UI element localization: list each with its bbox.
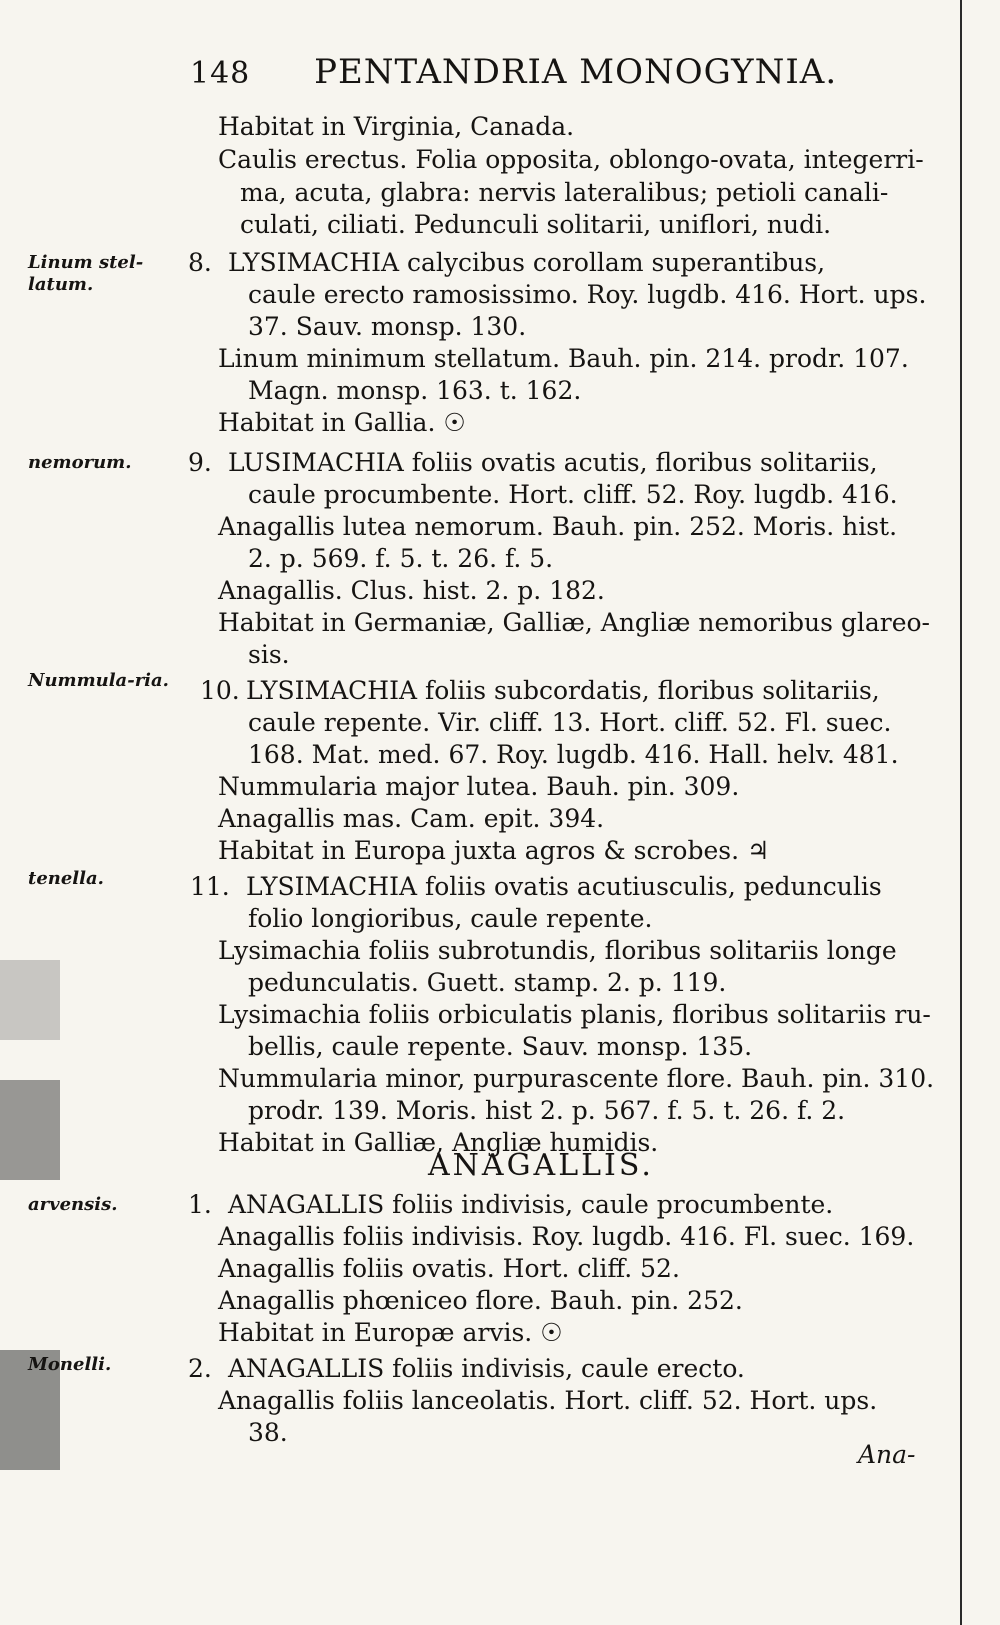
text-line: Anagallis phœniceo flore. Bauh. pin. 252. <box>218 1286 743 1315</box>
text-line: LUSIMACHIA foliis ovatis acutis, floribus solitariis, <box>228 448 878 477</box>
text-line: 38. <box>248 1418 288 1447</box>
margin-note: tenella. <box>28 868 104 889</box>
scan-smudge <box>0 960 60 1040</box>
text-line: ma, acuta, glabra: nervis lateralibus; petioli canali- <box>240 178 889 207</box>
text-line: Anagallis foliis lanceolatis. Hort. cliff. 52. Hort. ups. <box>218 1386 878 1415</box>
text-line: sis. <box>248 640 290 669</box>
text-line: Caulis erectus. Folia opposita, oblongo-ovata, integerri- <box>218 145 924 174</box>
text-line: Nummularia minor, purpurascente flore. Bauh. pin. 310. <box>218 1064 935 1093</box>
catchword: Ana- <box>858 1440 916 1469</box>
margin-note: nemorum. <box>28 452 132 473</box>
entry-number: 1. <box>188 1190 212 1219</box>
text-line: LYSIMACHIA foliis ovatis acutiusculis, pedunculis <box>246 872 882 901</box>
text-line: folio longioribus, caule repente. <box>248 904 653 933</box>
text-line: 37. Sauv. monsp. 130. <box>248 312 527 341</box>
text-line: caule repente. Vir. cliff. 13. Hort. cliff. 52. Fl. suec. <box>248 708 892 737</box>
text-line: Habitat in Virginia, Canada. <box>218 112 575 141</box>
entry-number: 2. <box>188 1354 212 1383</box>
text-line: Anagallis mas. Cam. epit. 394. <box>218 804 605 833</box>
text-line: Lysimachia foliis subrotundis, floribus solitariis longe <box>218 936 897 965</box>
text-line: LYSIMACHIA foliis subcordatis, floribus solitariis, <box>246 676 880 705</box>
running-title: PENTANDRIA MONOGYNIA. <box>314 52 838 92</box>
text-line: bellis, caule repente. Sauv. monsp. 135. <box>248 1032 753 1061</box>
text-line: Habitat in Europæ arvis. ☉ <box>218 1318 563 1347</box>
page-header <box>190 52 840 92</box>
scan-smudge <box>0 1080 60 1180</box>
text-line: Anagallis foliis ovatis. Hort. cliff. 52. <box>218 1254 680 1283</box>
text-line: Linum minimum stellatum. Bauh. pin. 214. prodr. 107. <box>218 344 909 373</box>
margin-note: arvensis. <box>28 1194 118 1215</box>
margin-note: Monelli. <box>28 1354 112 1375</box>
entry-number: 11. <box>190 872 230 901</box>
text-line: Habitat in Galliæ, Angliæ humidis. <box>218 1128 659 1157</box>
text-line: Habitat in Germaniæ, Galliæ, Angliæ nemoribus glareo- <box>218 608 930 637</box>
entry-number: 9. <box>188 448 212 477</box>
text-line: ANAGALLIS foliis indivisis, caule erecto. <box>228 1354 745 1383</box>
margin-note: Linum stel-latum. <box>28 252 144 295</box>
entry-number: 10. <box>200 676 240 705</box>
text-line: caule procumbente. Hort. cliff. 52. Roy. lugdb. 416. <box>248 480 898 509</box>
text-line: Anagallis. Clus. hist. 2. p. 182. <box>218 576 605 605</box>
text-line: Habitat in Gallia. ☉ <box>218 408 466 437</box>
binding-edge <box>960 0 962 1625</box>
margin-note: Nummula-ria. <box>28 670 169 691</box>
text-line: Habitat in Europa juxta agros & scrobes. ♃ <box>218 836 770 865</box>
entry-number: 8. <box>188 248 212 277</box>
page-number: 148 <box>190 56 251 91</box>
text-line: culati, ciliati. Pedunculi solitarii, uniflori, nudi. <box>240 210 832 239</box>
text-line: Lysimachia foliis orbiculatis planis, floribus solitariis ru- <box>218 1000 931 1029</box>
text-line: Anagallis lutea nemorum. Bauh. pin. 252. Moris. hist. <box>218 512 898 541</box>
text-line: Anagallis foliis indivisis. Roy. lugdb. 416. Fl. suec. 169. <box>218 1222 915 1251</box>
text-line: LYSIMACHIA calycibus corollam superantibus, <box>228 248 826 277</box>
text-line: 168. Mat. med. 67. Roy. lugdb. 416. Hall. helv. 481. <box>248 740 899 769</box>
text-line: pedunculatis. Guett. stamp. 2. p. 119. <box>248 968 727 997</box>
text-line: prodr. 139. Moris. hist 2. p. 567. f. 5. t. 26. f. 2. <box>248 1096 846 1125</box>
section-title: ANAGALLIS. <box>428 1148 654 1183</box>
text-line: Nummularia major lutea. Bauh. pin. 309. <box>218 772 740 801</box>
text-line: Magn. monsp. 163. t. 162. <box>248 376 582 405</box>
text-line: caule erecto ramosissimo. Roy. lugdb. 416. Hort. ups. <box>248 280 927 309</box>
text-line: 2. p. 569. f. 5. t. 26. f. 5. <box>248 544 554 573</box>
text-line: ANAGALLIS foliis indivisis, caule procumbente. <box>228 1190 834 1219</box>
